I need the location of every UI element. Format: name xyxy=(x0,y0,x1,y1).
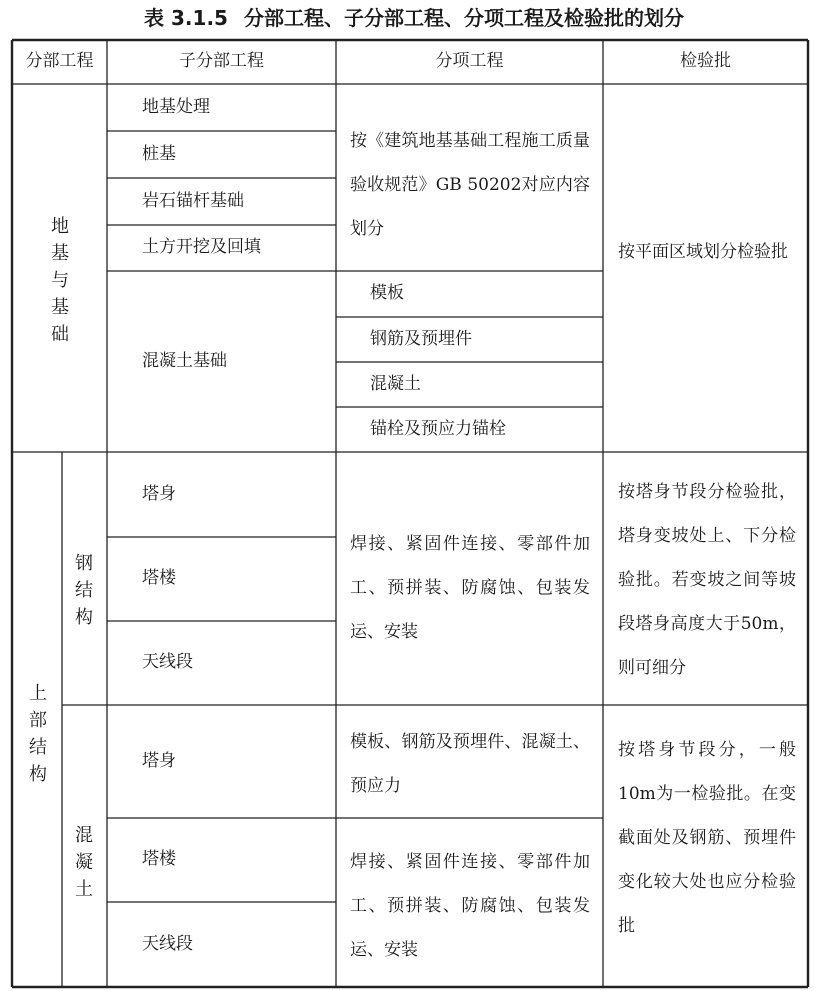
subdivision-piles: 桩基 xyxy=(142,143,176,164)
table-caption: 分部工程、子分部工程、分项工程及检验批的划分 xyxy=(243,6,684,30)
items-concrete-other: 焊接、紧固件连接、零部件加工、预拼装、防腐蚀、包装发运、安装 xyxy=(350,852,590,960)
table-number: 表 3.1.5 xyxy=(144,6,228,30)
division-foundation: 地基与基础 xyxy=(51,216,69,345)
inspection-steel: 按塔身节段分检验批，塔身变坡处上、下分检验批。若变坡之间等坡段塔身高度大于50m，则可细分 xyxy=(618,482,796,678)
item-formwork: 模板 xyxy=(370,283,404,304)
items-concrete-tower: 模板、钢筋及预埋件、混凝土、预应力 xyxy=(350,732,590,796)
steel-tower-body: 塔身 xyxy=(142,483,176,504)
subdivision-steel-structure: 钢结构 xyxy=(75,553,93,628)
concrete-antenna: 天线段 xyxy=(142,933,193,954)
inspection-foundation: 按平面区域划分检验批 xyxy=(618,242,788,262)
subdivision-earthwork: 土方开挖及回填 xyxy=(142,237,261,258)
items-steel: 焊接、紧固件连接、零部件加工、预拼装、防腐蚀、包装发运、安装 xyxy=(350,534,590,642)
header-subdivision: 子分部工程 xyxy=(179,51,264,72)
header-item: 分项工程 xyxy=(435,51,504,72)
subdivision-concrete-structure: 混凝土 xyxy=(75,825,93,900)
item-rebar-embeds: 钢筋及预埋件 xyxy=(370,328,472,349)
subdivision-rock-anchor: 岩石锚杆基础 xyxy=(142,190,244,211)
header-division: 分部工程 xyxy=(25,51,94,72)
subdivision-ground-treatment: 地基处理 xyxy=(142,96,210,117)
items-foundation-rule: 按《建筑地基基础工程施工质量验收规范》GB 50202对应内容划分 xyxy=(350,131,590,239)
inspection-concrete: 按塔身节段分，一般10m为一检验批。在变截面处及钢筋、预埋件变化较大处也应分检验批 xyxy=(618,740,796,936)
subdivision-concrete-foundation: 混凝土基础 xyxy=(142,350,227,371)
item-concrete: 混凝土 xyxy=(370,373,421,394)
concrete-tower-body: 塔身 xyxy=(142,750,176,771)
concrete-tower-building: 塔楼 xyxy=(142,849,176,870)
header-inspection: 检验批 xyxy=(680,51,731,72)
steel-tower-building: 塔楼 xyxy=(142,568,176,589)
division-superstructure: 上部结构 xyxy=(29,683,47,785)
item-anchor-bolts: 锚栓及预应力锚栓 xyxy=(370,418,506,439)
steel-antenna: 天线段 xyxy=(142,652,193,673)
